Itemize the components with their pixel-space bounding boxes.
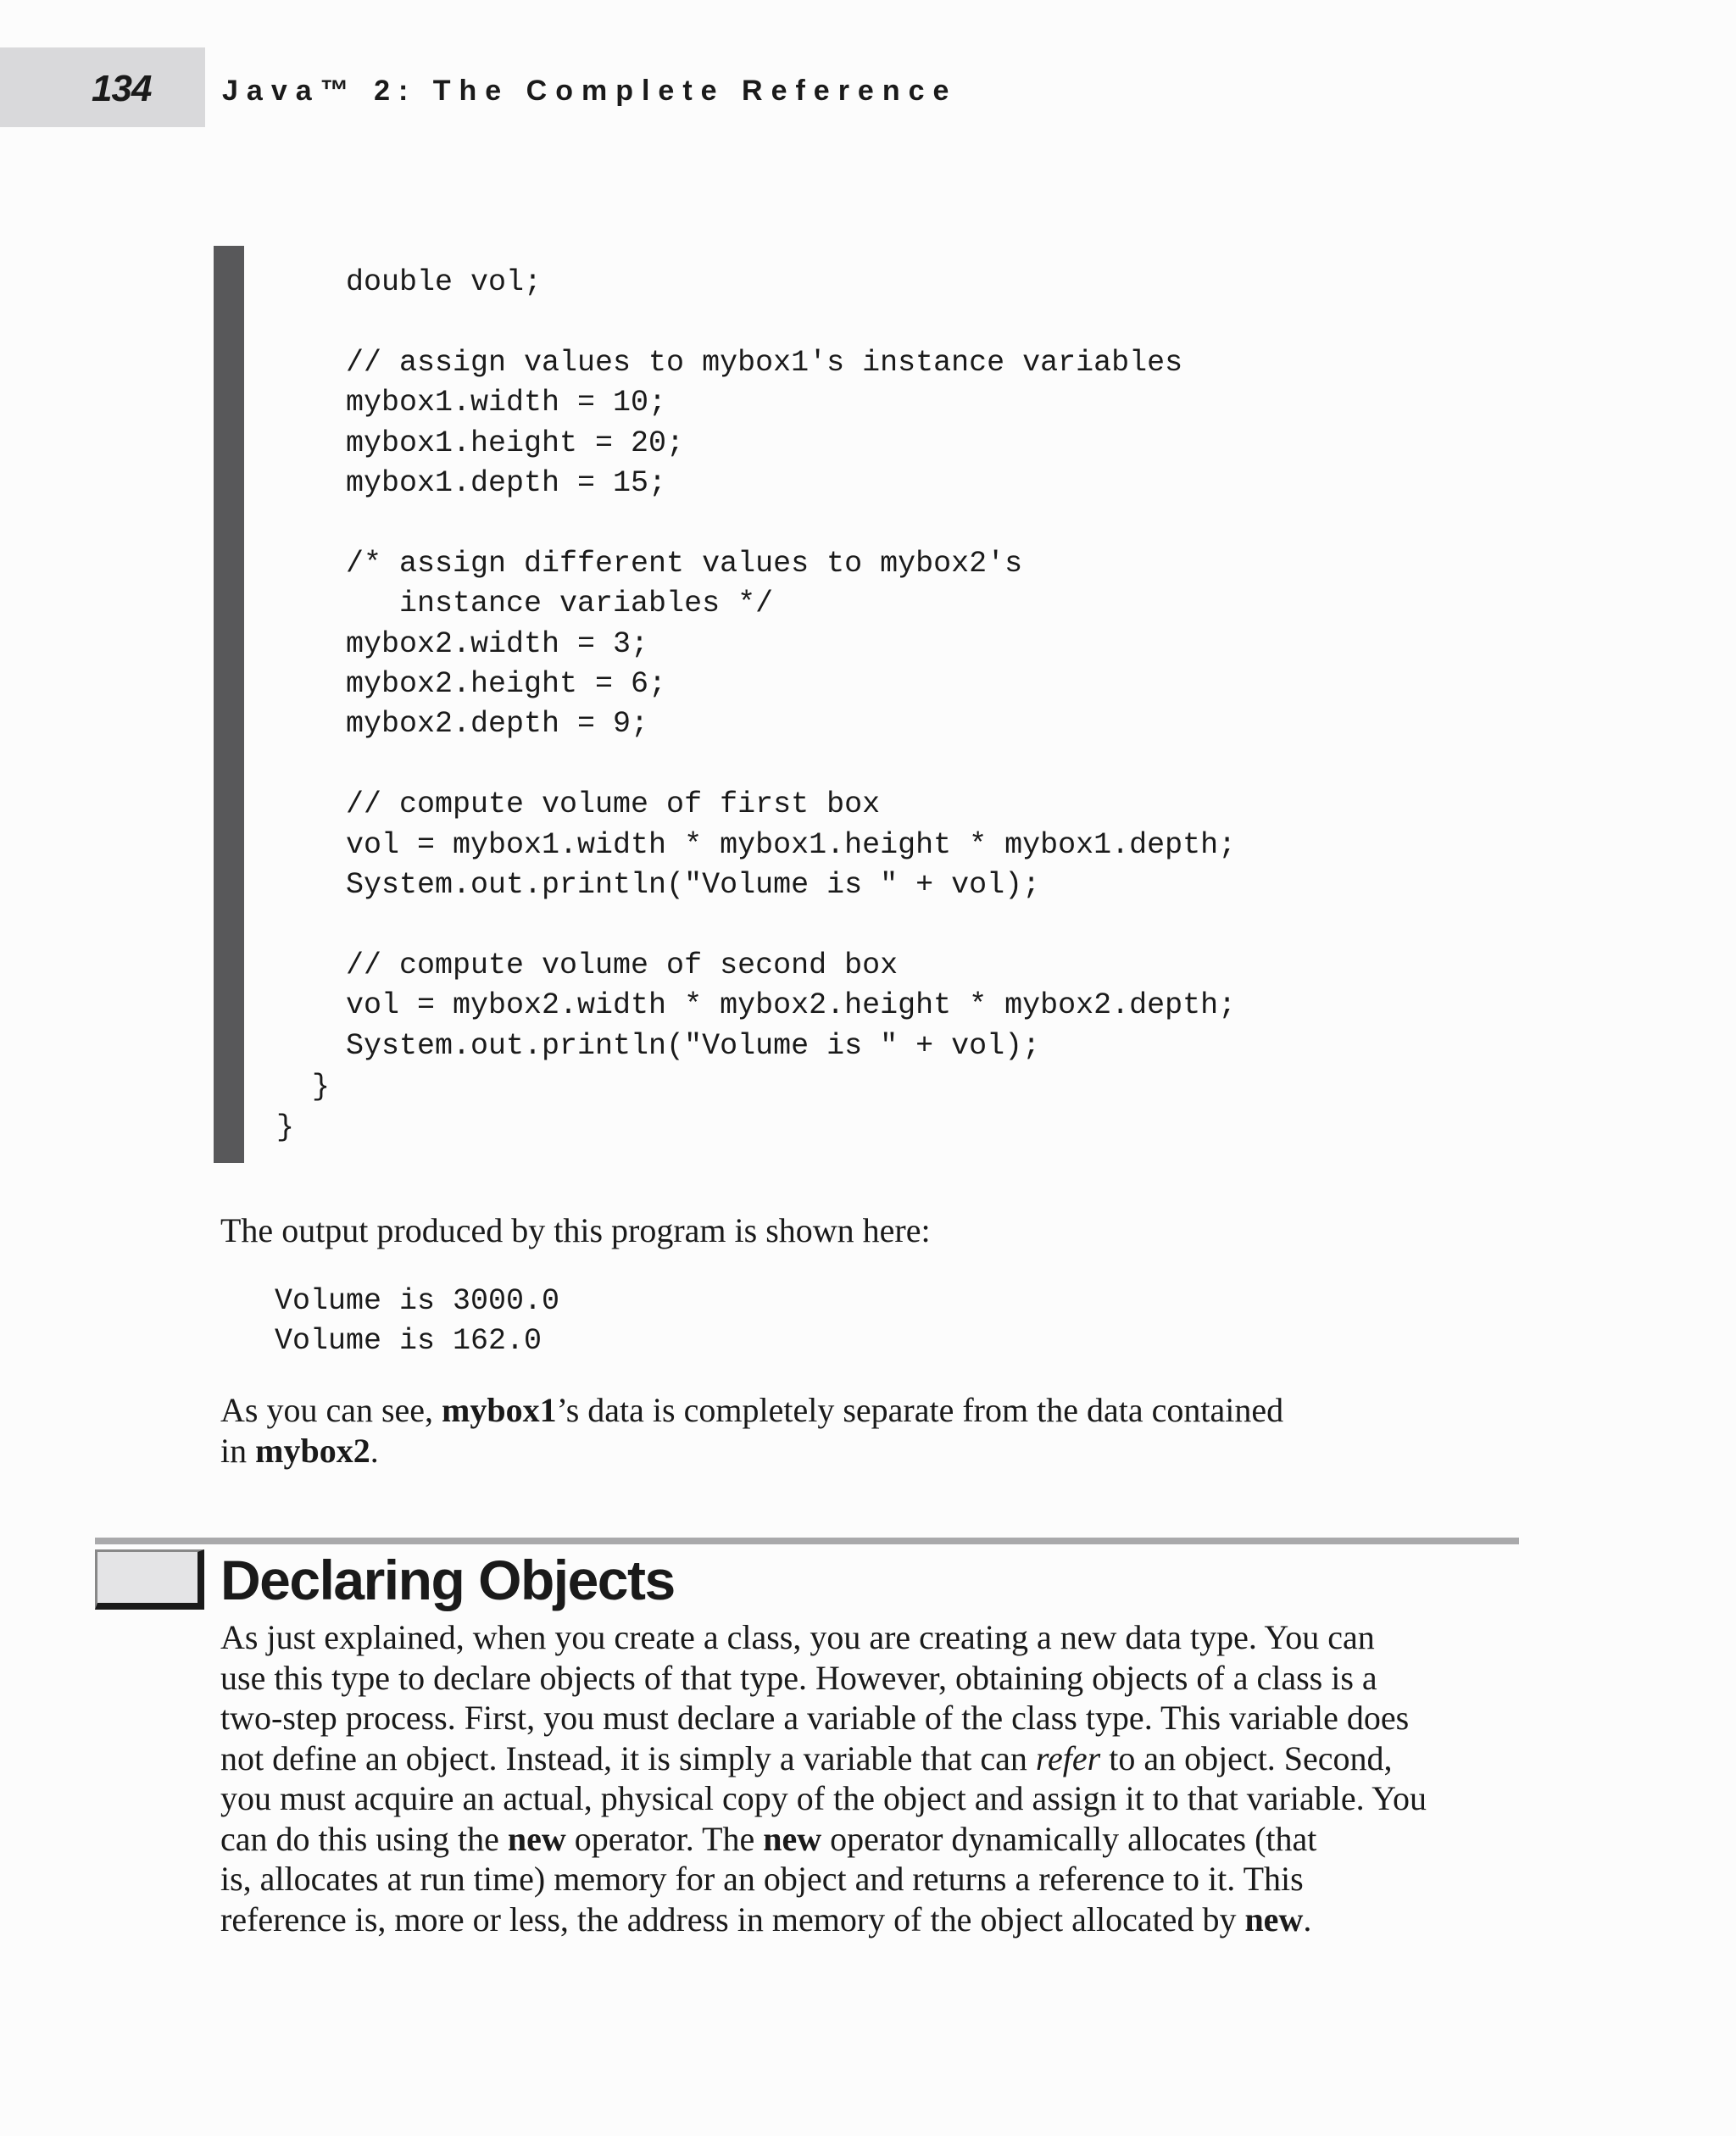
code-line: System.out.println("Volume is " + vol);: [346, 868, 1041, 903]
separation-paragraph: As you can see, mybox1’s data is completely separate from the data contained in mybox2.: [220, 1391, 1284, 1470]
declaring-objects-paragraph: As just explained, when you create a class, you are creating a new data type. You can use this type to declare objects of that type. However, obtaining objects of a class is a two-step process. First, you must declare a variable of the class type. This variable does not define an object. Instead, it is simply a variable that can refer to an object. Second, you must acquire an actual, physical copy of the object and assign it to that variable. You can do this using the new operator. The new operator dynamically allocates (that is, allocates at run time) memory for an object and returns a reference to it. This reference is, more or less, the address in memory of the object allocated by new.: [220, 1618, 1427, 1939]
running-title: Java™ 2: The Complete Reference: [222, 75, 958, 107]
code-line: instance variables */: [346, 587, 774, 621]
code-line: mybox1.depth = 15;: [346, 466, 667, 501]
output-line: Volume is 3000.0: [275, 1284, 560, 1318]
code-listing-bar: [214, 246, 244, 1163]
code-line: vol = mybox1.width * mybox1.height * mybox1.depth;: [346, 827, 1237, 862]
page-number: 134: [92, 68, 152, 109]
inner-closing-brace: }: [312, 1070, 331, 1104]
code-line: // assign values to mybox1's instance variables: [346, 345, 1183, 380]
code-line: vol = mybox2.width * mybox2.height * mybox2.depth;: [346, 988, 1237, 1023]
code-line: mybox2.depth = 9;: [346, 707, 649, 742]
code-line: mybox1.width = 10;: [346, 386, 667, 420]
section-marker-icon: [95, 1549, 204, 1610]
code-line: mybox2.height = 6;: [346, 667, 667, 702]
code-line: double vol;: [346, 265, 542, 299]
code-line: // compute volume of second box: [346, 948, 899, 982]
code-line: /* assign different values to mybox2's: [346, 546, 1023, 581]
output-intro: The output produced by this program is shown here:: [220, 1211, 931, 1249]
section-heading: Declaring Objects: [220, 1549, 675, 1611]
code-line: // compute volume of first box: [346, 787, 881, 822]
section-rule: [95, 1538, 1519, 1544]
output-line: Volume is 162.0: [275, 1324, 542, 1359]
outer-closing-brace: }: [276, 1110, 295, 1144]
program-output: [275, 1282, 559, 1362]
code-line: System.out.println("Volume is " + vol);: [346, 1028, 1041, 1063]
code-line: mybox2.width = 3;: [346, 626, 649, 661]
code-listing: [346, 263, 1236, 1066]
code-line: mybox1.height = 20;: [346, 426, 685, 460]
